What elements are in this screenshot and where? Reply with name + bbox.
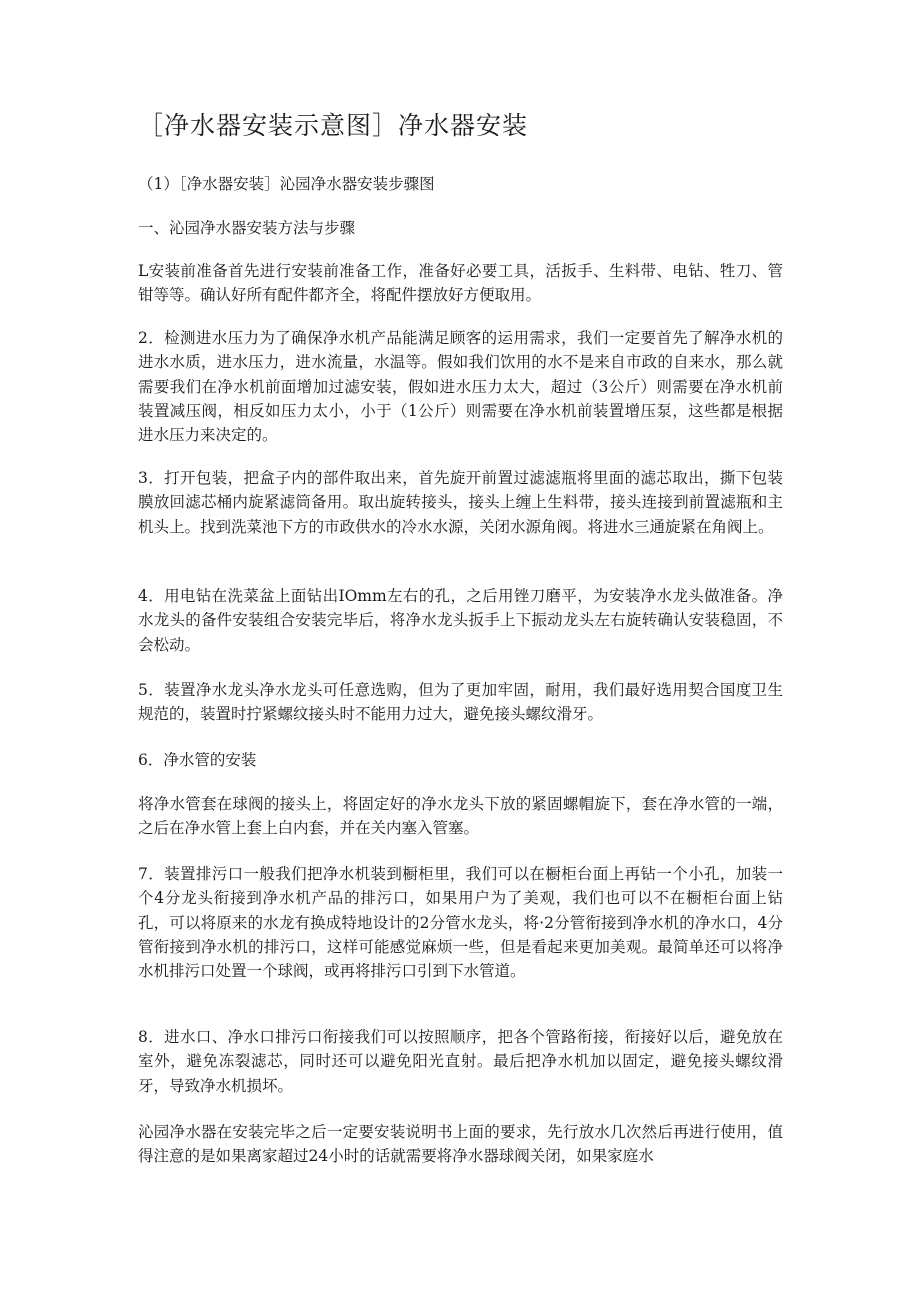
paragraph-step-5: 5．装置净水龙头净水龙头可任意选购，但为了更加牢固，耐用，我们最好选用契合国度卫生规范的，装置时拧紧螺纹接头时不能用力过大，避免接头螺纹滑牙。 [138,681,783,724]
paragraph-step-6-heading: 6．净水管的安装 [138,751,257,769]
paragraph-step-8: 8．进水口、净水口排污口衔接我们可以按照顺序，把各个管路衔接，衔接好以后，避免放在室外，避免冻裂滤芯，同时还可以避免阳光直射。最后把净水机加以固定，避免接头螺纹滑牙，导致净水机损坏。 [138,1028,783,1095]
document-subtitle: （1）［净水器安装］沁园净水器安装步骤图 [138,175,435,193]
paragraph-step-6-body: 将净水管套在球阀的接头上，将固定好的净水龙头下放的紧固螺帽旋下，套在净水管的一端，之后在净水管上套上白内套，并在关内塞入管塞。 [138,795,783,838]
paragraph-step-1: L安装前准备首先进行安装前准备工作，准备好必要工具，活扳手、生料带、电钻、牲刀、管钳等等。确认好所有配件都齐全，将配件摆放好方便取用。 [138,262,783,305]
paragraph-closing: 沁园净水器在安装完毕之后一定要安装说明书上面的要求，先行放水几次然后再进行使用，值得注意的是如果离家超过24小时的话就需要将净水器球阀关闭，如果家庭水 [138,1123,783,1166]
paragraph-step-7: 7．装置排污口一般我们把净水机装到橱柜里，我们可以在橱柜台面上再钻一个小孔，加装一个4分龙头衔接到净水机产品的排污口，如果用户为了美观，我们也可以不在橱柜台面上钻孔，可以将原来的水龙有换成特地设计的2分管水龙头，将·2分管衔接到净水机的净水口，4分管衔接到净水机的排污口，这样可能感觉麻烦一些，但是看起来更加美观。最简单还可以将净水机排污口处置一个球阀，或再将排污口引到下水管道。 [138,865,783,981]
section-heading: 一、沁园净水器安装方法与步骤 [138,219,356,237]
document-title: ［净水器安装示意图］净水器安装 [138,111,529,140]
paragraph-step-3: 3．打开包装，把盒子内的部件取出来，首先旋开前置过滤滤瓶将里面的滤芯取出，撕下包装膜放回滤芯桶内旋紧滤筒备用。取出旋转接头，接头上缠上生料带，接头连接到前置滤瓶和主机头上。找到洗菜池下方的市政供水的冷水水源，关闭水源角阀。将进水三通旋紧在角阀上。 [138,469,783,536]
paragraph-step-2: 2．检测进水压力为了确保净水机产品能满足顾客的运用需求，我们一定要首先了解净水机的进水水质，进水压力，进水流量，水温等。假如我们饮用的水不是来自市政的自来水，那么就需要我们在净水机前面增加过滤安装，假如进水压力太大，超过（3公斤）则需要在净水机前装置减压阀，相反如压力太小，小于（1公斤）则需要在净水机前装置增压泵，这些都是根据进水压力来决定的。 [138,329,783,445]
paragraph-step-4: 4．用电钻在洗菜盆上面钻出IOmm左右的孔，之后用锉刀磨平，为安装净水龙头做准备。净水龙头的备件安装组合安装完毕后，将净水龙头扳手上下振动龙头左右旋转确认安装稳固，不会松动。 [138,587,783,654]
